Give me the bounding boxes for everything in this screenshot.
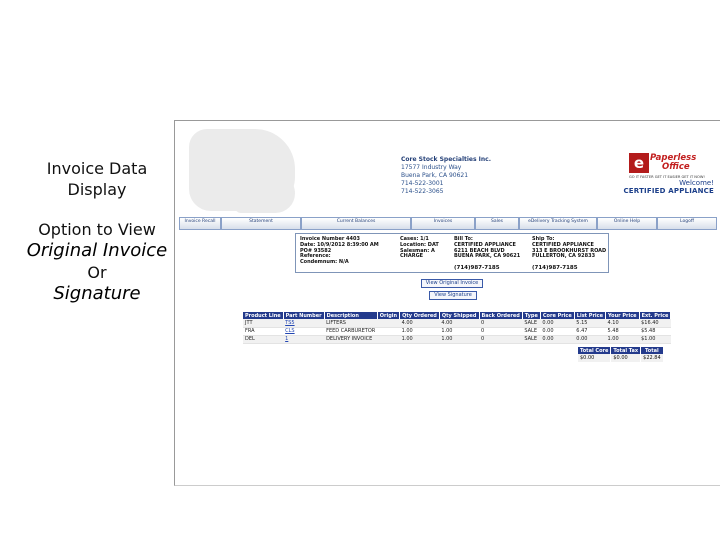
invoice-date: Date: 10/9/2012 8:39:00 AM: [300, 241, 379, 248]
cell-back-ordered: 0: [479, 327, 522, 335]
cell-origin: [377, 335, 399, 343]
cell-description: DELIVERY INVOICE: [324, 335, 377, 343]
bill-to-name: CERTIFIED APPLIANCE: [454, 241, 516, 248]
total-core-value: $0.00: [578, 354, 611, 362]
col-total-tax: Total Tax: [611, 347, 641, 354]
company-phone: 714-522-3001: [401, 180, 444, 187]
col-part-number: Part Number: [283, 312, 324, 319]
cell-qty-shipped: 4.00: [439, 319, 479, 327]
totals-row: [578, 354, 663, 362]
main-nav-bar: [179, 217, 717, 230]
cell-origin: [377, 319, 399, 327]
col-product-line: Product Line: [243, 312, 283, 319]
cell-your-price: 4.10: [606, 319, 640, 327]
cell-back-ordered: 0: [479, 319, 522, 327]
cell-ext-price: $5.48: [639, 327, 671, 335]
cell-list-price: 5.15: [574, 319, 605, 327]
cell-product-line: FRA: [243, 327, 283, 335]
ship-to-city: FULLERTON, CA 92833: [532, 253, 596, 260]
ship-to-name: CERTIFIED APPLIANCE: [532, 241, 594, 248]
tab-current-balances[interactable]: Current Balances: [301, 217, 411, 230]
caption-original-invoice: Original Invoice: [26, 240, 168, 261]
company-name: Core Stock Specialties Inc.: [401, 156, 491, 163]
cell-qty-shipped: 1.00: [439, 335, 479, 343]
ship-to-col: [532, 237, 606, 260]
caption-signature: Signature: [53, 283, 141, 304]
tab-sales[interactable]: Sales: [475, 217, 519, 230]
cell-qty-shipped: 1.00: [439, 327, 479, 335]
invoice-screenshot: [174, 120, 720, 486]
company-address-block: [401, 156, 491, 196]
col-type: Type: [522, 312, 540, 319]
cell-list-price: 6.47: [574, 327, 605, 335]
tab-invoices[interactable]: Invoices: [411, 217, 475, 230]
welcome-block: [623, 179, 714, 195]
ship-to-address: 313 E BROOKHURST ROAD: [532, 247, 607, 254]
cell-type: SALE: [522, 319, 540, 327]
invoice-cases: Cases: 1/1: [400, 236, 429, 242]
tab-edelivery-tracking[interactable]: eDelivery Tracking System: [519, 217, 597, 230]
cell-core-price: 0.00: [540, 335, 574, 343]
cell-core-price: 0.00: [540, 319, 574, 327]
logo-line-1: Paperless: [650, 153, 697, 163]
view-original-invoice-button[interactable]: View Original Invoice: [421, 279, 483, 288]
caption-or: Or: [87, 263, 107, 282]
ship-to-label: Ship To:: [532, 236, 555, 242]
part-number-link[interactable]: CLS: [283, 327, 324, 335]
caption-line-2: Display: [67, 180, 127, 199]
welcome-greeting: Welcome!: [679, 179, 714, 187]
welcome-customer: CERTIFIED APPLIANCE: [623, 187, 714, 195]
cell-type: SALE: [522, 327, 540, 335]
table-row: [243, 319, 671, 327]
caption-line-1: Invoice Data: [46, 159, 148, 178]
caption-line-3: Option to View: [38, 220, 156, 239]
invoice-location: Location: DAT: [400, 241, 439, 248]
invoice-terms: CHARGE: [400, 253, 424, 260]
invoice-header-col: [300, 237, 379, 266]
invoice-number: Invoice Number 4403: [300, 236, 360, 242]
slide-caption: [18, 158, 176, 305]
invoice-location-col: [400, 237, 439, 260]
table-row: [243, 327, 671, 335]
col-qty-shipped: Qty Shipped: [439, 312, 479, 319]
company-fax: 714-522-3065: [401, 188, 444, 195]
col-core-price: Core Price: [540, 312, 574, 319]
cell-origin: [377, 327, 399, 335]
cell-core-price: 0.00: [540, 327, 574, 335]
logo-tagline: GO IT FASTER GET IT EASIER GET IT NOW!: [629, 175, 705, 179]
total-tax-value: $0.00: [611, 354, 641, 362]
col-description: Description: [324, 312, 377, 319]
col-ext-price: Ext. Price: [639, 312, 671, 319]
totals-header-row: [578, 347, 663, 354]
part-number-link[interactable]: 1: [283, 335, 324, 343]
company-address-line-2: Buena Park, CA 90621: [401, 172, 469, 179]
bill-to-address: 6211 BEACH BLVD: [454, 247, 505, 254]
invoice-reference: Reference:: [300, 253, 331, 260]
invoice-condemnum: Condemnum: N/A: [300, 259, 349, 266]
bill-to-phone: (714)987-7185: [454, 265, 500, 271]
tab-statement[interactable]: Statement: [221, 217, 301, 230]
company-address-line-1: 17577 Industry Way: [401, 164, 462, 171]
tab-invoice-recall[interactable]: Invoice Recall: [179, 217, 221, 230]
redacted-logo-area-2: [235, 171, 295, 213]
cell-ext-price: $16.40: [639, 319, 671, 327]
bill-to-label: Bill To:: [454, 236, 473, 242]
cell-your-price: 1.00: [606, 335, 640, 343]
logo-e-icon: e: [629, 153, 649, 173]
logo-brand-text: [650, 154, 696, 172]
invoice-salesman: Salesman: A: [400, 247, 435, 254]
col-back-ordered: Back Ordered: [479, 312, 522, 319]
col-total-core: Total Core: [578, 347, 611, 354]
cell-description: LIFTERS: [324, 319, 377, 327]
col-your-price: Your Price: [606, 312, 640, 319]
part-number-link[interactable]: TS5: [283, 319, 324, 327]
cell-list-price: 0.00: [574, 335, 605, 343]
col-qty-ordered: Qty Ordered: [400, 312, 440, 319]
total-value: $22.84: [641, 354, 664, 362]
cell-back-ordered: 0: [479, 335, 522, 343]
cell-type: SALE: [522, 335, 540, 343]
view-signature-button[interactable]: View Signature: [429, 291, 477, 300]
cell-product-line: JTT: [243, 319, 283, 327]
cell-description: FEED CARBURETOR: [326, 328, 376, 334]
invoice-detail-box: [295, 233, 609, 273]
cell-qty-ordered: 1.00: [400, 335, 440, 343]
cell-qty-ordered: 1.00: [400, 327, 440, 335]
bill-to-col: [454, 237, 520, 260]
ship-to-phone: (714)987-7185: [532, 265, 578, 271]
col-origin: Origin: [377, 312, 399, 319]
tab-logoff[interactable]: Logoff: [657, 217, 717, 230]
table-row: [243, 335, 671, 343]
table-header-row: [243, 312, 671, 319]
cell-ext-price: $1.00: [639, 335, 671, 343]
bill-to-city: BUENA PARK, CA 90621: [454, 253, 521, 260]
cell-product-line: DEL: [243, 335, 283, 343]
cell-qty-ordered: 4.00: [400, 319, 440, 327]
invoice-po: PO# 93582: [300, 247, 332, 254]
tab-online-help[interactable]: Online Help: [597, 217, 657, 230]
col-list-price: List Price: [574, 312, 605, 319]
invoice-items-table: [243, 312, 671, 344]
cell-your-price: 5.48: [606, 327, 640, 335]
col-total: Total: [641, 347, 664, 354]
invoice-totals-table: [578, 347, 664, 362]
logo-line-2: Office: [662, 162, 690, 172]
